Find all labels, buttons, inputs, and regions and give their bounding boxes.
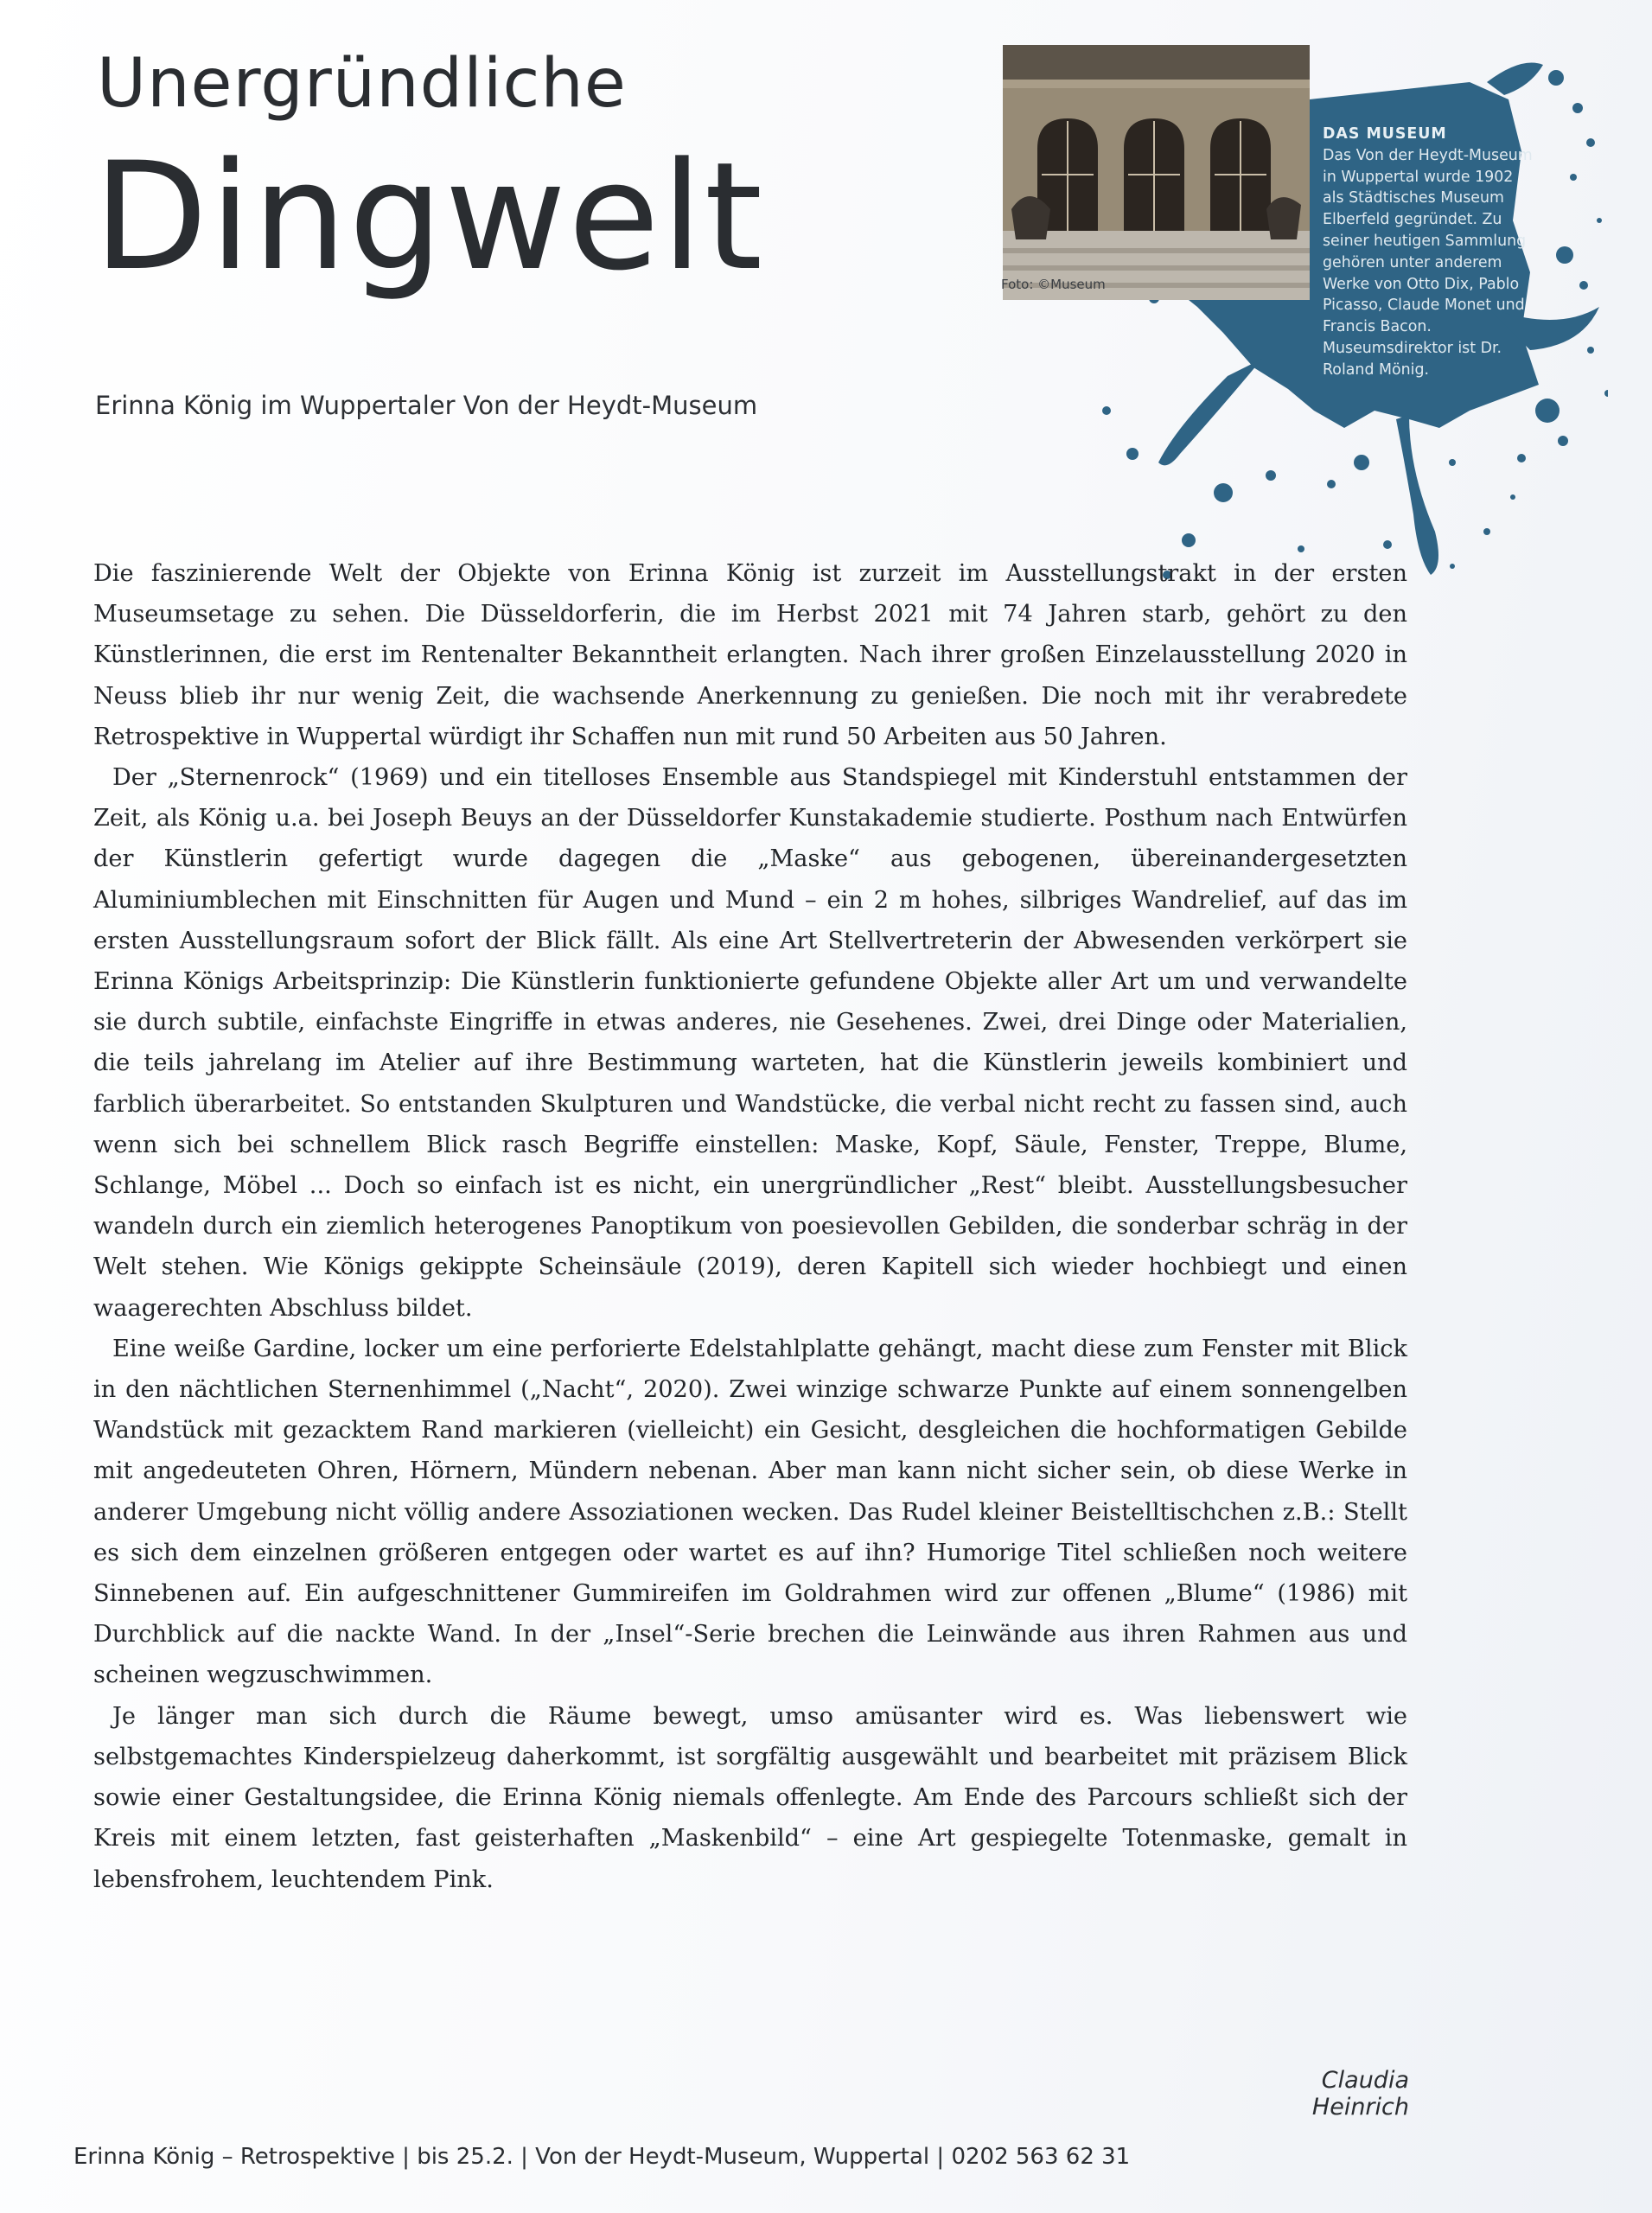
article-body [93,553,1407,1900]
headline-line-2: Dingwelt [93,130,765,303]
museum-infobox [1323,124,1534,381]
infobox-text: Das Von der Heydt-Museum in Wuppertal wurde 1902 als Städtisches Museum Elberfeld gegründet. Zu seiner heutigen Sammlung gehören unter anderem Werke von Otto Dix, Pablo Picasso, Claude Monet und Francis Bacon. Museumsdirektor ist Dr. Roland Mönig. [1323,146,1533,379]
photo-credit: Foto: ©Museum [1001,277,1106,292]
exhibition-info-footer: Erinna König – Retrospektive | bis 25.2. | Von der Heydt-Museum, Wuppertal | 0202 563 62 31 [73,2144,1131,2170]
article-paragraph: Je länger man sich durch die Räume bewegt, umso amüsanter wird es. Was liebenswert wie selbstgemachtes Kinderspielzeug daherkommt, ist sorgfältig ausgewählt und bearbeitet mit präzisem Blick sowie einer Gestaltungsidee, die Erinna König niemals offenlegte. Am Ende des Parcours schließt sich der Kreis mit einem letzten, fast geisterhaften „Maskenbild“ – eine Art gespiegelte Totenmaske, gemalt in lebensfrohem, leuchtendem Pink. [93,1702,1407,1893]
article-paragraph: Die faszinierende Welt der Objekte von Erinna König ist zurzeit im Ausstellungstrakt in der ersten Museumsetage zu sehen. Die Düsseldorferin, die im Herbst 2021 mit 74 Jahren starb, gehört zu den Künstlerinnen, die erst im Rentenalter Bekanntheit erlangten. Nach ihrer großen Einzelausstellung 2020 in Neuss blieb ihr nur wenig Zeit, die wachsende Anerkennung zu genießen. Die noch mit ihr verabredete Retrospektive in Wuppertal würdigt ihr Schaffen nun mit rund 50 Arbeiten aus 50 Jahren. [93,560,1407,750]
subtitle: Erinna König im Wuppertaler Von der Heydt-Museum [95,391,758,420]
article-paragraph: Der „Sternenrock“ (1969) und ein titelloses Ensemble aus Standspiegel mit Kinderstuhl entstammen der Zeit, als König u.a. bei Joseph Beuys an der Düsseldorfer Kunstakademie studierte. Posthum nach Entwürfen der Künstlerin gefertigt wurde dagegen die „Maske“ aus gebogenen, übereinandergesetzten Aluminiumblechen mit Einschnitten für Augen und Mund – ein 2 m hohes, silbriges Wandrelief, auf das im ersten Ausstellungsraum sofort der Blick fällt. Als eine Art Stellvertreterin der Abwesenden verkörpert sie Erinna Königs Arbeitsprinzip: Die Künstlerin funktionierte gefundene Objekte aller Art um und verwandelte sie durch subtile, einfachste Eingriffe in etwas anderes, nie Gesehenes. Zwei, drei Dinge oder Materialien, die teils jahrelang im Atelier auf ihre Bestimmung warteten, hat die Künstlerin jeweils kombiniert und farblich überarbeitet. So entstanden Skulpturen und Wandstücke, die verbal nicht recht zu fassen sind, auch wenn sich bei schnellem Blick rasch Begriffe einstellen: Maske, Kopf, Säule, Fenster, Treppe, Blume, Schlange, Möbel ... Doch so einfach ist es nicht, ein unergründlicher „Rest“ bleibt. Ausstellungsbesucher wandeln durch ein ziemlich heterogenes Panoptikum von poesievollen Gebilden, die sonderbar schräg in der Welt stehen. Wie Königs gekippte Scheinsäule (2019), deren Kapitell sich wieder hochbiegt und einen waagerechten Abschluss bildet. [93,764,1407,1322]
museum-photo [1003,45,1310,300]
article-paragraph: Eine weiße Gardine, locker um eine perforierte Edelstahlplatte gehängt, macht diese zum Fenster mit Blick in den nächtlichen Sternenhimmel („Nacht“, 2020). Zwei winzige schwarze Punkte auf einem sonnengelben Wandstück mit gezacktem Rand markieren (vielleicht) ein Gesicht, desgleichen die hochformatigen Gebilde mit angedeuteten Ohren, Hörnern, Mündern nebenan. Aber man kann nicht sicher sein, ob diese Werke in anderer Umgebung nicht völlig andere Assoziationen wecken. Das Rudel kleiner Beistelltischchen z.B.: Stellt es sich dem einzelnen größeren entgegen oder wartet es auf ihn? Humorige Titel schließen noch weitere Sinnebenen auf. Ein aufgeschnittener Gummireifen im Goldrahmen wird zur offenen „Blume“ (1986) mit Durchblick auf die nackte Wand. In der „Insel“-Serie brechen die Leinwände aus ihren Rahmen aus und scheinen wegzuschwimmen. [93,1335,1407,1689]
headline-line-1: Unergründliche [97,45,627,123]
museum-facade-image [1003,45,1310,300]
infobox-title: DAS MUSEUM [1323,125,1447,143]
author-byline: Claudia Heinrich [1311,2067,1409,2121]
